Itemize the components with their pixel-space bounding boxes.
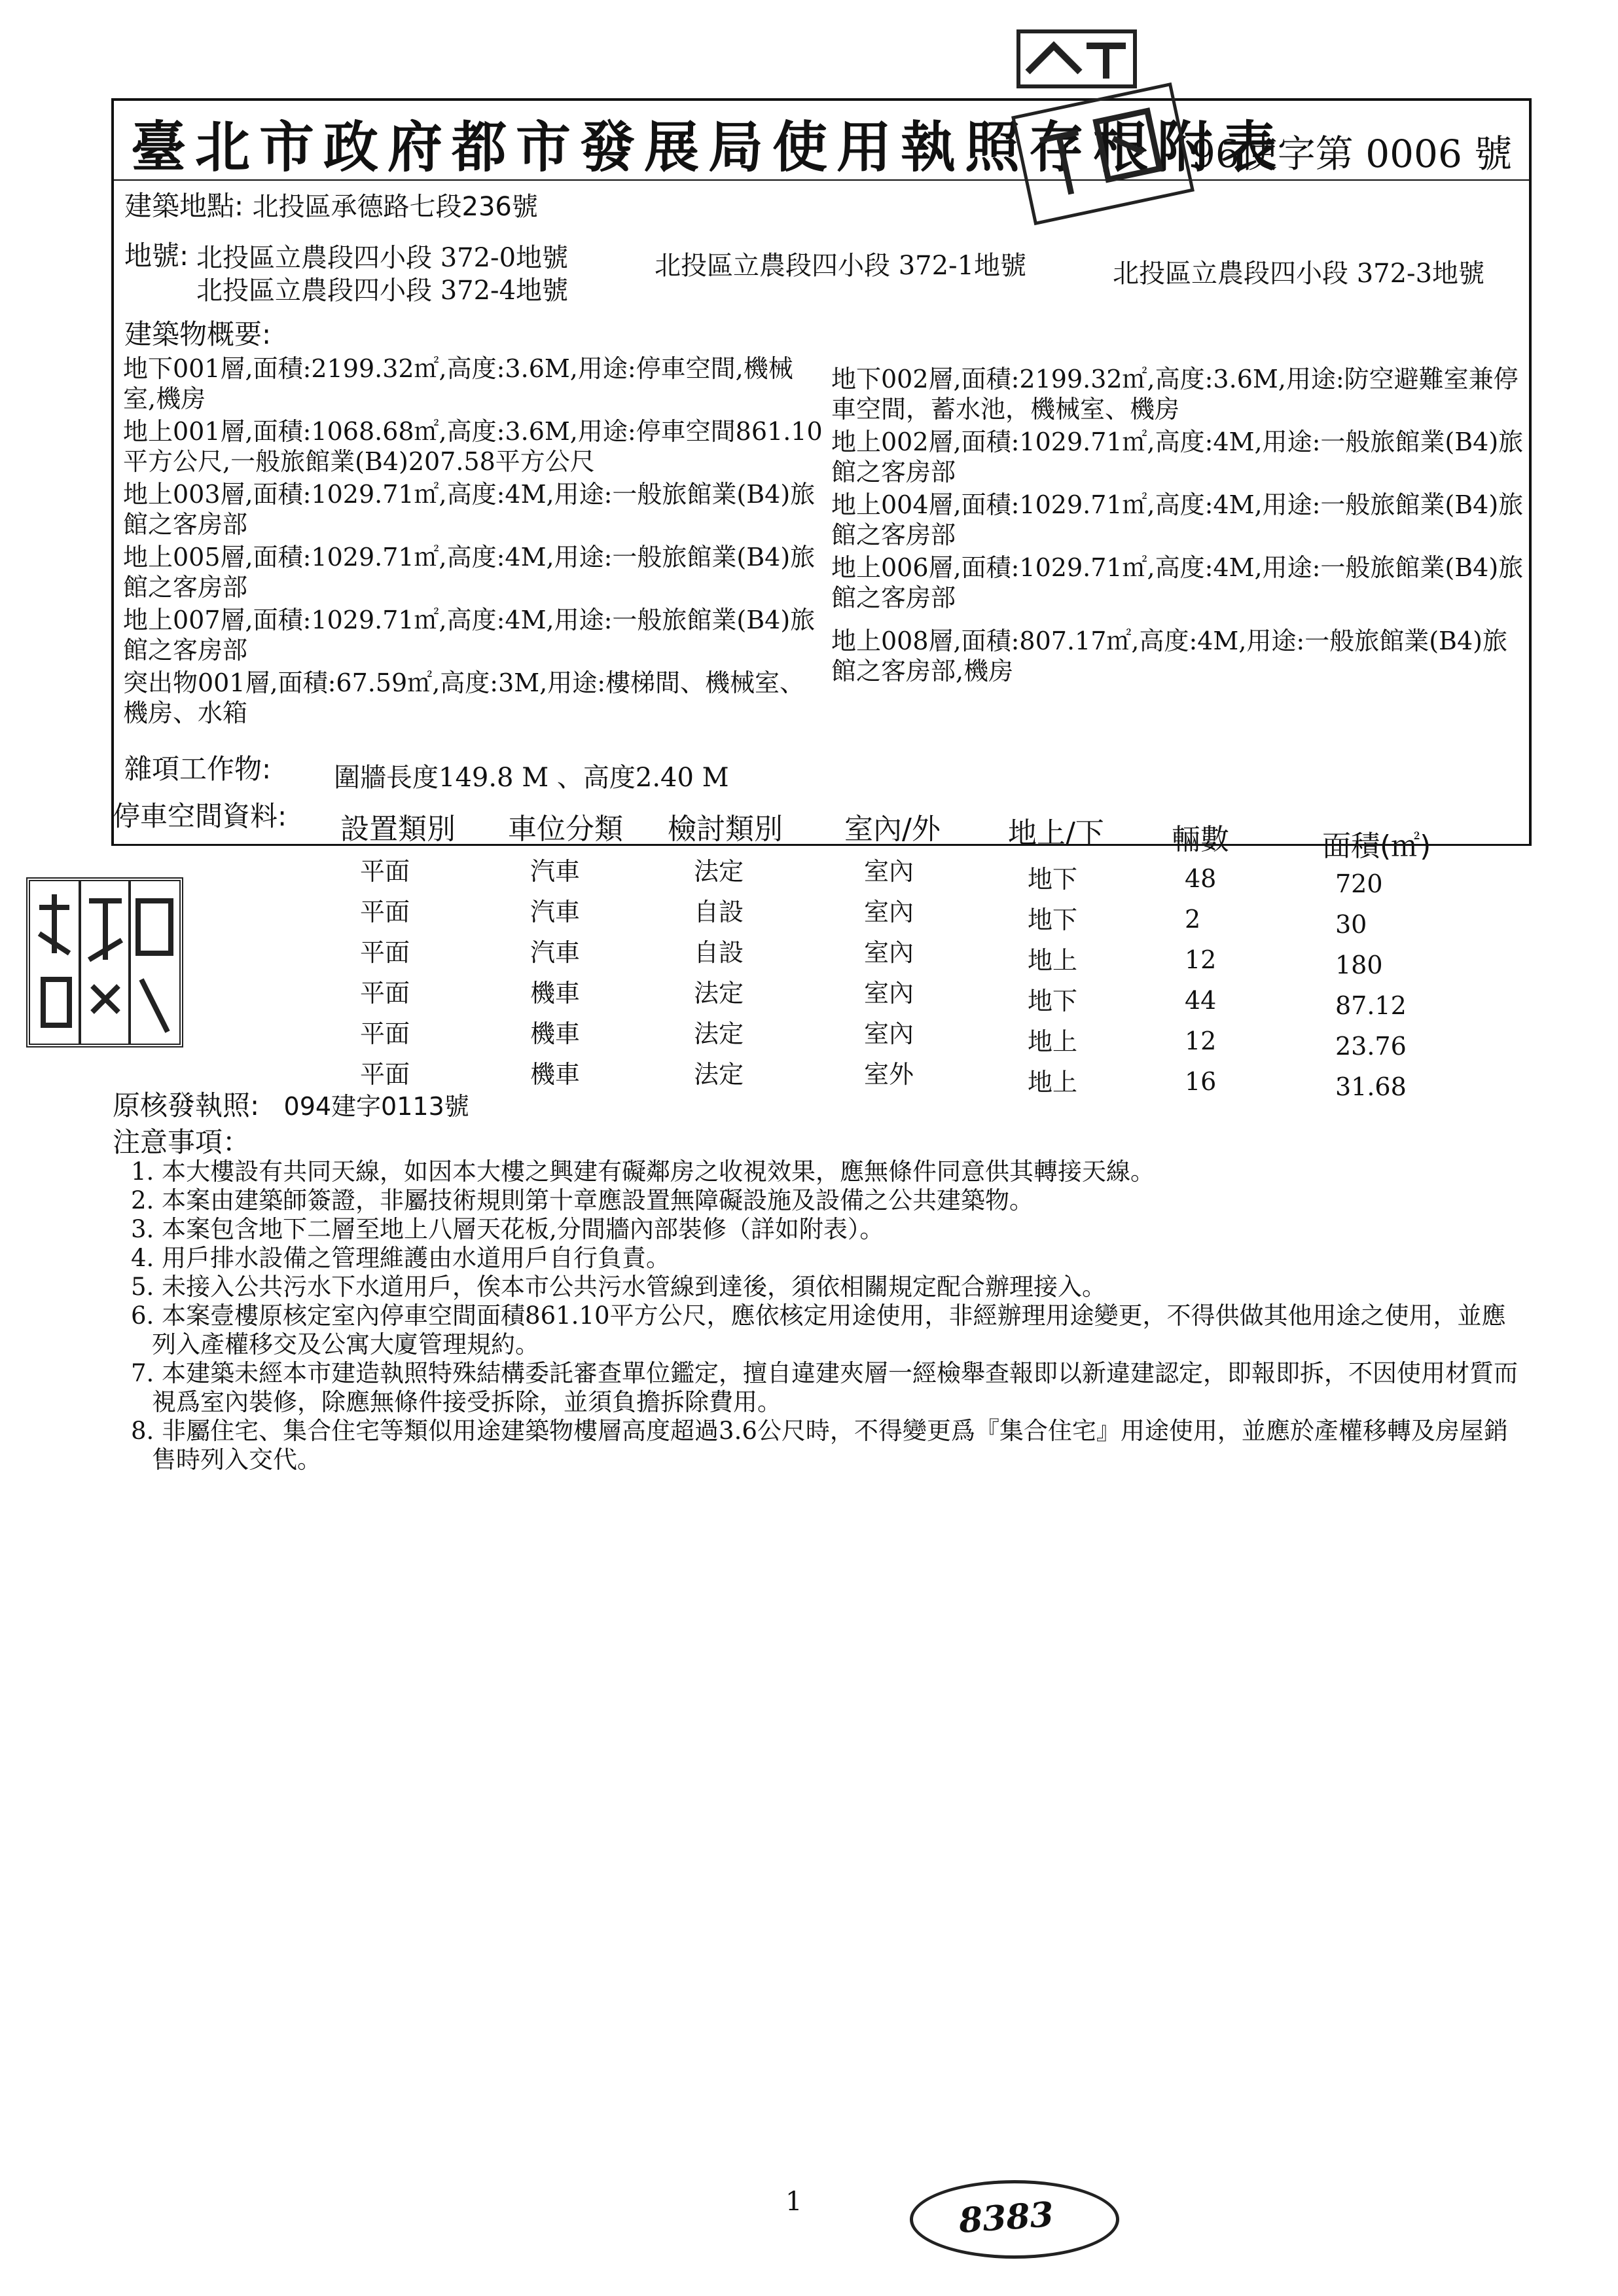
lots-label: 地號: (124, 240, 189, 272)
parking-cell: 平面 (360, 938, 410, 967)
parking-cell: 室內 (864, 979, 914, 1008)
original-permit-label: 原核發執照: (113, 1089, 260, 1121)
parking-header: 車位分類 (508, 812, 623, 846)
note-item: 8. 非屬住宅、集合住宅等類似用途建築物樓層高度超過3.6公尺時，不得變更爲『集合住宅』用途使用，並應於產權移轉及房屋銷售時列入交代。 (131, 1417, 1508, 1474)
parking-cell: 地上 (1028, 946, 1078, 975)
stamp-number: 8383 (958, 2195, 1055, 2241)
parking-cell: 720 (1335, 869, 1383, 898)
note-item: 1. 本大樓設有共同天線，如因本大樓之興建有礙鄰房之收視效果，應無條件同意供其轉接天線。 (131, 1157, 1155, 1186)
parking-cell: 平面 (360, 857, 410, 886)
parking-cell: 平面 (360, 979, 410, 1008)
parking-cell: 12 (1185, 1027, 1217, 1055)
parking-cell: 法定 (694, 979, 744, 1008)
parking-cell: 自設 (694, 898, 744, 926)
note-item: 5. 未接入公共污水下水道用戶，俟本市公共污水管線到達後，須依相關規定配合辦理接入。 (131, 1273, 1107, 1301)
parking-cell: 地下 (1028, 905, 1078, 934)
top-seal-stamp (1015, 26, 1139, 92)
parking-header: 輛數 (1172, 823, 1229, 856)
parking-label: 停車空間資料: (113, 800, 287, 832)
page-title: 臺北市政府都市發展局使用執照存根附表 (131, 115, 1286, 179)
lot-item: 北投區立農段四小段 372-4地號 (196, 276, 569, 306)
parking-cell: 地下 (1028, 865, 1078, 894)
parking-cell: 室內 (864, 938, 914, 967)
footer-number-stamp (910, 2180, 1119, 2259)
parking-cell: 23.76 (1335, 1032, 1407, 1061)
overview-left-item: 地上005層,面積:1029.71㎡,高度:4M,用途:一般旅館業(B4)旅館之客房部 (123, 543, 816, 602)
parking-cell: 12 (1185, 945, 1217, 974)
notes-label: 注意事項： (113, 1126, 251, 1158)
overview-left-item: 地上003層,面積:1029.71㎡,高度:4M,用途:一般旅館業(B4)旅館之客房部 (123, 480, 816, 539)
lot-item: 北投區立農段四小段 372-1地號 (655, 251, 1027, 281)
parking-cell: 機車 (530, 1019, 581, 1048)
parking-cell: 87.12 (1335, 991, 1407, 1020)
lot-item: 北投區立農段四小段 372-3地號 (1113, 259, 1485, 289)
parking-cell: 2 (1185, 905, 1201, 934)
parking-cell: 地下 (1028, 987, 1078, 1015)
original-permit-value: 094建字0113號 (283, 1092, 469, 1121)
parking-cell: 180 (1335, 951, 1383, 979)
note-item: 2. 本案由建築師簽證，非屬技術規則第十章應設置無障礙設施及設備之公共建築物。 (131, 1186, 1034, 1214)
parking-cell: 31.68 (1335, 1072, 1407, 1101)
overview-left-item: 地上001層,面積:1068.68㎡,高度:3.6M,用途:停車空間861.10平方公尺,一般旅館業(B4)207.58平方公尺 (123, 417, 823, 476)
parking-cell: 機車 (530, 979, 581, 1008)
overview-right-item: 地上004層,面積:1029.71㎡,高度:4M,用途:一般旅館業(B4)旅館之客房部 (831, 490, 1524, 549)
address-label: 建築地點: (124, 190, 244, 222)
parking-cell: 汽車 (530, 857, 581, 886)
parking-cell: 30 (1335, 910, 1367, 939)
left-seal-stamp (26, 877, 183, 1048)
parking-cell: 室內 (864, 898, 914, 926)
parking-cell: 室外 (864, 1060, 914, 1089)
parking-cell: 地上 (1028, 1068, 1078, 1097)
parking-header: 面積(㎡) (1322, 829, 1431, 863)
parking-cell: 16 (1185, 1067, 1217, 1096)
page-number: 1 (785, 2187, 802, 2217)
original-permit-row (113, 1089, 469, 1122)
parking-cell: 法定 (694, 1060, 744, 1089)
overview-right-item: 地上006層,面積:1029.71㎡,高度:4M,用途:一般旅館業(B4)旅館之客房部 (831, 553, 1524, 612)
parking-cell: 44 (1185, 986, 1217, 1015)
lot-item: 北投區立農段四小段 372-0地號 (196, 243, 569, 273)
parking-cell: 汽車 (530, 898, 581, 926)
parking-cell: 室內 (864, 1019, 914, 1048)
note-item: 4. 用戶排水設備之管理維護由水道用戶自行負責。 (131, 1244, 671, 1272)
parking-cell: 平面 (360, 1019, 410, 1048)
overview-right-item: 地上008層,面積:807.17㎡,高度:4M,用途:一般旅館業(B4)旅館之客房部,機房 (831, 627, 1507, 685)
parking-cell: 自設 (694, 938, 744, 967)
parking-cell: 法定 (694, 1019, 744, 1048)
permit-number: 96使字第 0006 號 (1191, 132, 1513, 176)
overview-right-item: 地上002層,面積:1029.71㎡,高度:4M,用途:一般旅館業(B4)旅館之客房部 (831, 428, 1524, 486)
note-item: 7. 本建築未經本市建造執照特殊結構委託審查單位鑑定，擅自違建夾層一經檢舉查報即以新違建認定，即報即拆，不因使用材質而視爲室內裝修，除應無條件接受拆除，並須負擔拆除費用。 (131, 1359, 1519, 1416)
parking-cell: 法定 (694, 857, 744, 886)
overview-label: 建築物概要: (124, 318, 272, 350)
parking-cell: 地上 (1028, 1027, 1078, 1056)
parking-cell: 平面 (360, 898, 410, 926)
overview-right-item: 地下002層,面積:2199.32㎡,高度:3.6M,用途:防空避難室兼停車空間，蓄水池，機械室、機房 (831, 365, 1519, 424)
parking-header: 檢討類別 (668, 812, 783, 846)
parking-cell: 48 (1185, 864, 1217, 893)
parking-cell: 機車 (530, 1060, 581, 1089)
parking-header: 設置類別 (340, 812, 456, 846)
parking-cell: 室內 (864, 857, 914, 886)
misc-value: 圍牆長度149.8 M 、高度2.40 M (334, 763, 729, 793)
parking-header: 室內/外 (844, 812, 941, 846)
address-value: 北投區承德路七段236號 (252, 192, 538, 222)
note-item: 3. 本案包含地下二層至地上八層天花板,分間牆內部裝修（詳如附表）。 (131, 1215, 884, 1243)
note-item: 6. 本案壹樓原核定室內停車空間面積861.10平方公尺，應依核定用途使用，非經辦理用途變更，不得供做其他用途之使用，並應列入產權移交及公寓大廈管理規約。 (131, 1302, 1506, 1358)
parking-cell: 汽車 (530, 938, 581, 967)
parking-header: 地上/下 (1008, 816, 1104, 850)
overview-left-item: 突出物001層,面積:67.59㎡,高度:3M,用途:樓梯間、機械室、機房、水箱 (123, 668, 805, 727)
misc-label: 雜項工作物: (124, 753, 272, 785)
address-row (124, 190, 538, 223)
overview-left-item: 地上007層,面積:1029.71㎡,高度:4M,用途:一般旅館業(B4)旅館之客房部 (123, 606, 816, 665)
parking-cell: 平面 (360, 1060, 410, 1089)
overview-left-item: 地下001層,面積:2199.32㎡,高度:3.6M,用途:停車空間,機械室,機房 (123, 354, 793, 413)
